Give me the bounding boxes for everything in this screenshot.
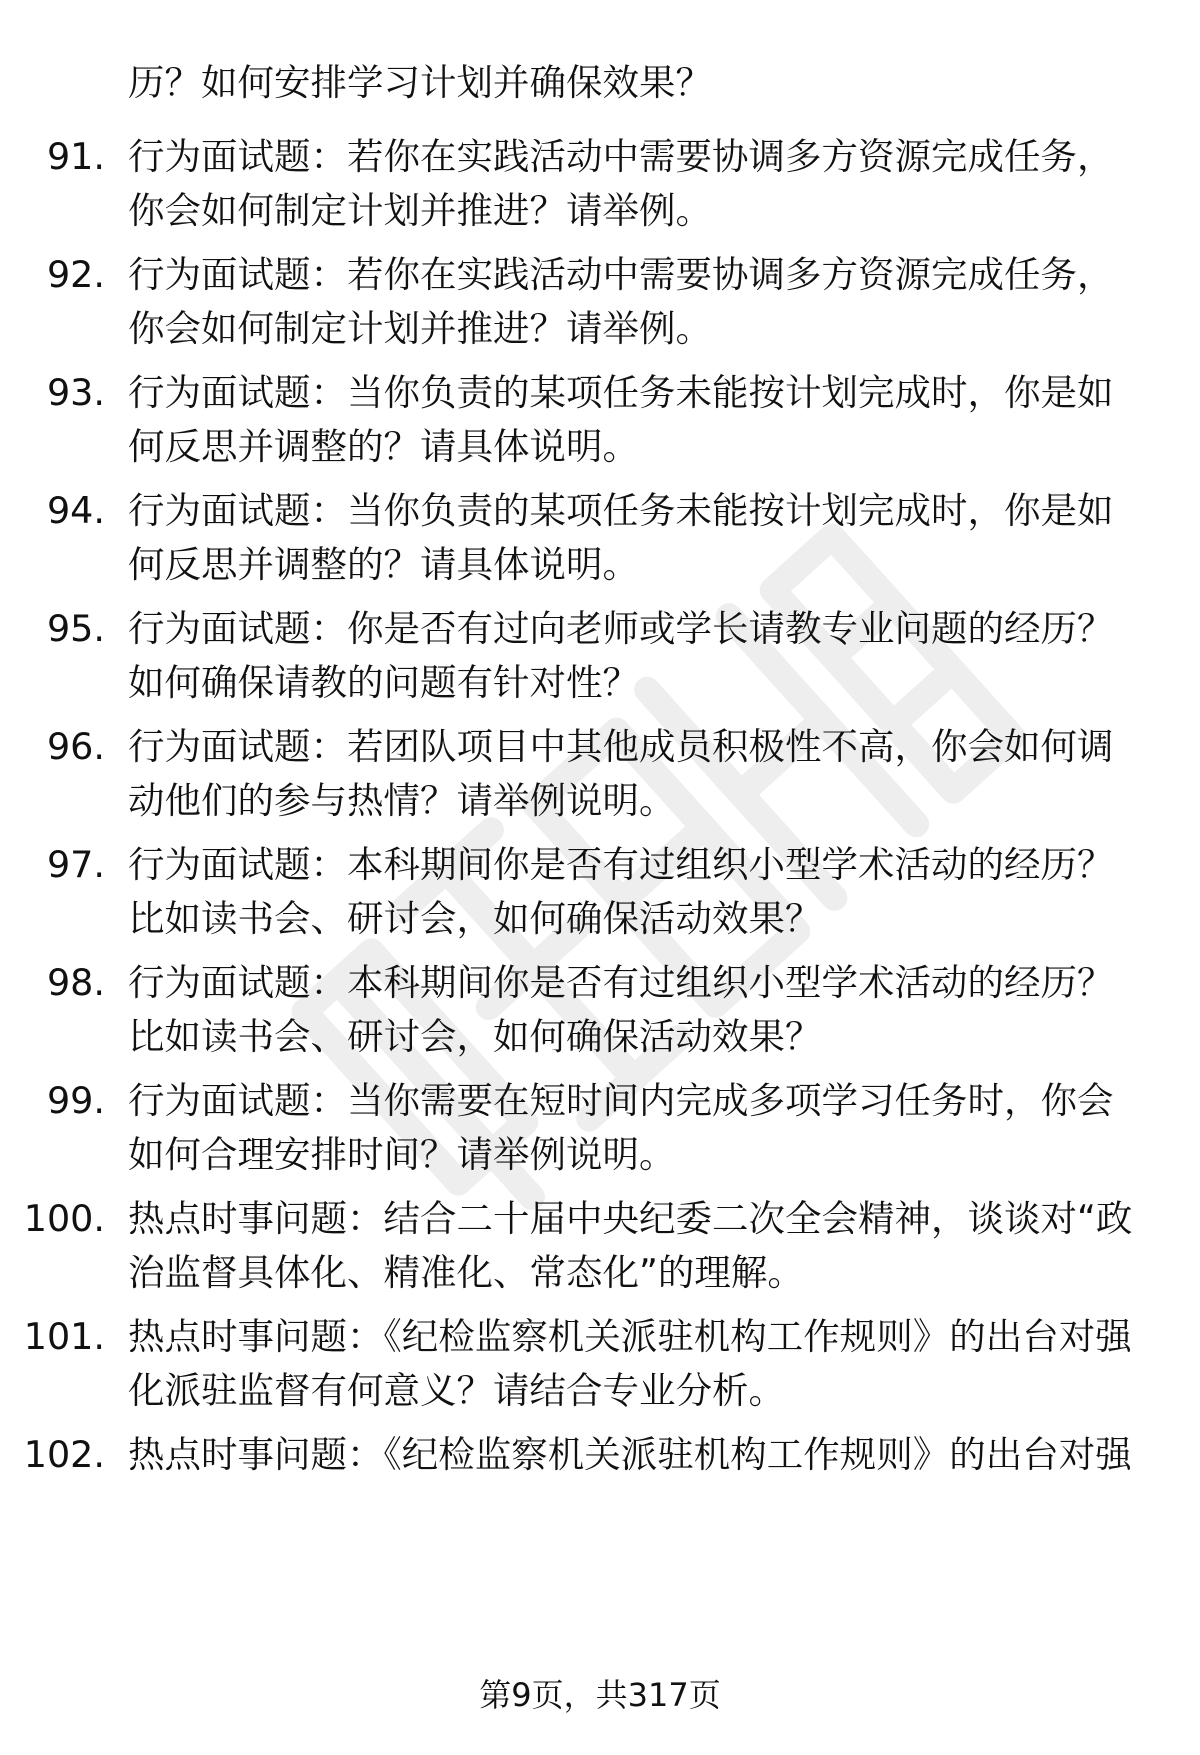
item-number: 93. bbox=[46, 371, 105, 414]
item-number: 99. bbox=[46, 1079, 105, 1122]
item-text: 热点时事问题：《纪检监察机关派驻机构工作规则》的出台对强化派驻监督有何意义？请结合专业分析。 bbox=[128, 1315, 1132, 1412]
item-text: 行为面试题：若你在实践活动中需要协调多方资源完成任务，你会如何制定计划并推进？请举例。 bbox=[128, 135, 1114, 232]
item-number: 95. bbox=[46, 607, 105, 650]
page-footer: 第9页，共317页 bbox=[479, 1676, 721, 1714]
item-text: 行为面试题：本科期间你是否有过组织小型学术活动的经历？比如读书会、研讨会，如何确保活动效果？ bbox=[128, 843, 1114, 940]
continued-question-text: 历？如何安排学习计划并确保效果？ bbox=[128, 61, 712, 104]
item-text: 行为面试题：当你负责的某项任务未能按计划完成时，你是如何反思并调整的？请具体说明。 bbox=[128, 371, 1114, 468]
item-text: 热点时事问题：《纪检监察机关派驻机构工作规则》的出台对强 bbox=[128, 1433, 1132, 1476]
item-text: 行为面试题：你是否有过向老师或学长请教专业问题的经历？如何确保请教的问题有针对性？ bbox=[128, 607, 1114, 704]
item-text: 行为面试题：本科期间你是否有过组织小型学术活动的经历？比如读书会、研讨会，如何确保活动效果？ bbox=[128, 961, 1114, 1058]
item-number: 92. bbox=[46, 253, 105, 296]
item-number: 100. bbox=[23, 1197, 105, 1240]
item-text: 行为面试题：若团队项目中其他成员积极性不高，你会如何调动他们的参与热情？请举例说明。 bbox=[128, 725, 1114, 822]
item-text: 行为面试题：当你负责的某项任务未能按计划完成时，你是如何反思并调整的？请具体说明。 bbox=[128, 489, 1114, 586]
item-number: 101. bbox=[23, 1315, 105, 1358]
item-text: 热点时事问题：结合二十届中央纪委二次全会精神，谈谈对“政治监督具体化、精准化、常态化”的理解。 bbox=[128, 1197, 1133, 1294]
item-text: 行为面试题：若你在实践活动中需要协调多方资源完成任务，你会如何制定计划并推进？请举例。 bbox=[128, 253, 1114, 350]
item-number: 96. bbox=[46, 725, 105, 768]
item-number: 97. bbox=[46, 843, 105, 886]
item-number: 94. bbox=[46, 489, 105, 532]
item-number: 91. bbox=[46, 135, 105, 178]
item-number: 102. bbox=[23, 1433, 105, 1476]
item-text: 行为面试题：当你需要在短时间内完成多项学习任务时，你会如何合理安排时间？请举例说明。 bbox=[128, 1079, 1114, 1176]
item-number: 98. bbox=[46, 961, 105, 1004]
